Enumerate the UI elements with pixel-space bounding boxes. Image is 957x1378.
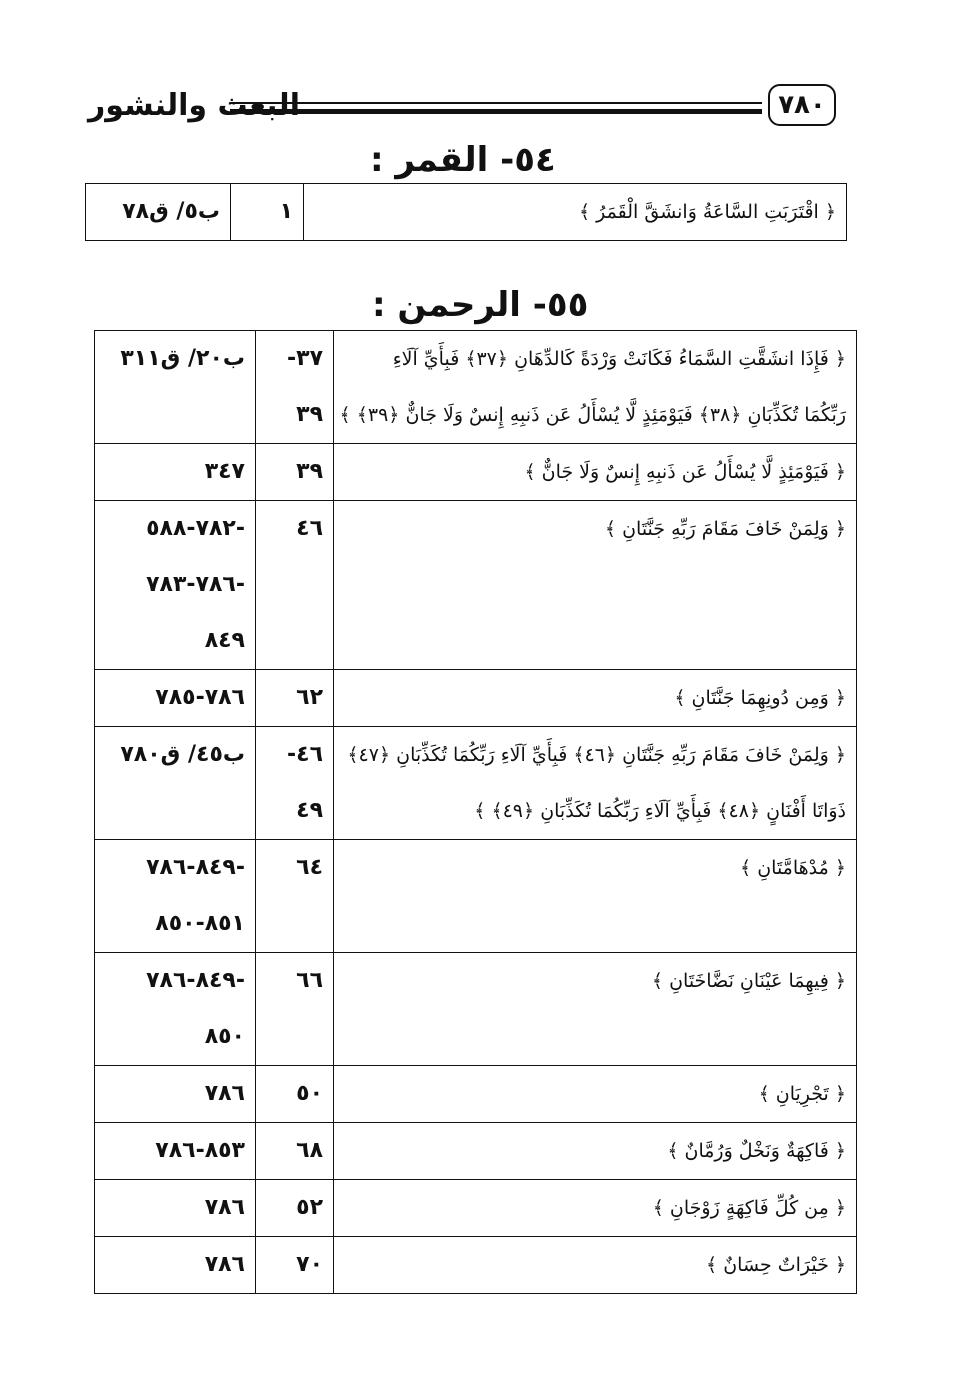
header-rule-thick <box>230 109 762 114</box>
reference-line: -٧٨٢-٥٨٨ <box>146 516 245 541</box>
reference-cell <box>95 840 256 953</box>
table-row <box>95 670 857 727</box>
header-rule <box>230 102 762 104</box>
ayah-number-line: ٤٦ <box>296 516 323 541</box>
ayah-number-line: ١ <box>279 199 293 224</box>
surah-heading-ar-rahman: ٥٥- الرحمن : <box>372 285 589 325</box>
reference-line: ٨٥٠ <box>204 1024 245 1049</box>
verse-line: ﴿ خَيْرَاتٌ حِسَانٌ ﴾ <box>706 1254 846 1276</box>
ayah-number-cell <box>256 331 334 444</box>
reference-cell <box>95 727 256 840</box>
ayah-number-cell <box>231 184 304 241</box>
reference-cell <box>95 444 256 501</box>
index-table-ar-rahman <box>94 330 857 1294</box>
verse-line: ﴿ مِن كُلِّ فَاكِهَةٍ زَوْجَانِ ﴾ <box>652 1197 846 1219</box>
ayah-number-cell <box>256 670 334 727</box>
page-header <box>88 82 836 132</box>
page-number: ٧٨٠ <box>768 84 836 126</box>
verse-cell <box>334 1066 857 1123</box>
ayah-number-line: ٤٩ <box>296 798 323 823</box>
table-row <box>95 1066 857 1123</box>
reference-line: ٣٤٧ <box>204 459 245 484</box>
reference-cell <box>95 1237 256 1294</box>
ayah-number-line: ٦٨ <box>296 1138 323 1163</box>
table-row <box>95 840 857 953</box>
reference-cell <box>95 501 256 670</box>
ayah-number-cell <box>256 1237 334 1294</box>
verse-cell <box>334 727 857 840</box>
verse-line: ﴿ فَاكِهَةٌ وَنَخْلٌ وَرُمَّانٌ ﴾ <box>667 1140 846 1162</box>
ayah-number-line: ٦٦ <box>296 968 323 993</box>
verse-line: ﴿ تَجْرِيَانِ ﴾ <box>758 1083 846 1105</box>
verse-line: ذَوَاتَا أَفْنَانٍ ﴿٤٨﴾ فَبِأَيِّ آلَاءِ رَبِّكُمَا تُكَذِّبَانِ ﴿٤٩﴾ ﴾ <box>474 800 846 822</box>
ayah-number-line: ٧٠ <box>296 1252 323 1277</box>
table-row <box>95 444 857 501</box>
ayah-number-line: ٣٧- <box>287 346 323 371</box>
ayah-number-cell <box>256 840 334 953</box>
verse-cell <box>334 1180 857 1237</box>
verse-cell <box>334 670 857 727</box>
reference-line: ٧٨٦ <box>204 1252 245 1277</box>
reference-line: ب٤٥/ ق٧٨٠ <box>120 742 245 767</box>
table-row <box>95 331 857 444</box>
reference-cell <box>95 331 256 444</box>
surah-heading-al-qamar: ٥٤- القمر : <box>370 140 556 180</box>
ayah-number-cell <box>256 1180 334 1237</box>
verse-cell <box>334 501 857 670</box>
ayah-number-cell <box>256 501 334 670</box>
ayah-number-line: ٥٠ <box>296 1081 323 1106</box>
table-row <box>86 184 847 241</box>
verse-line: ﴿ اقْتَرَبَتِ السَّاعَةُ وَانشَقَّ الْقَمَرُ ﴾ <box>578 201 836 223</box>
verse-line: ﴿ وَلِمَنْ خَافَ مَقَامَ رَبِّهِ جَنَّتَانِ ﴾ <box>604 518 846 540</box>
ayah-number-cell <box>256 727 334 840</box>
reference-cell <box>95 1123 256 1180</box>
ayah-number-cell <box>256 953 334 1066</box>
reference-cell <box>95 1066 256 1123</box>
ayah-number-line: ٣٩ <box>296 459 323 484</box>
table-row <box>95 1180 857 1237</box>
reference-line: -٨٤٩-٧٨٦ <box>146 968 245 993</box>
verse-line: ﴿ فَإِذَا انشَقَّتِ السَّمَاءُ فَكَانَتْ وَرْدَةً كَالدِّهَانِ ﴿٣٧﴾ فَبِأَيِّ آلَاءِ <box>392 348 846 370</box>
ayah-number-line: ٦٤ <box>296 855 323 880</box>
ayah-number-cell <box>256 1066 334 1123</box>
table-row <box>95 727 857 840</box>
reference-line: ٧٨٦ <box>204 1195 245 1220</box>
reference-line: -٧٨٦-٧٨٣ <box>146 572 245 597</box>
reference-line: ب٢٠/ ق٣١١ <box>120 346 245 371</box>
verse-cell <box>334 953 857 1066</box>
table-row <box>95 501 857 670</box>
header-title: البعث والنشور <box>88 88 300 123</box>
verse-line: رَبِّكُمَا تُكَذِّبَانِ ﴿٣٨﴾ فَيَوْمَئِذٍ لَّا يُسْأَلُ عَن ذَنبِهِ إِنسٌ وَلَا جَانٌّ ﴿٣٩﴾ ﴾ <box>339 404 846 426</box>
reference-cell <box>95 1180 256 1237</box>
verse-cell <box>334 331 857 444</box>
reference-line: ٧٨٦-٧٨٥ <box>155 685 245 710</box>
verse-line: ﴿ فَيَوْمَئِذٍ لَّا يُسْأَلُ عَن ذَنبِهِ إِنسٌ وَلَا جَانٌّ ﴾ <box>524 461 846 483</box>
table-row <box>95 1237 857 1294</box>
reference-line: ب٥/ ق٧٨ <box>122 199 220 224</box>
reference-line: ٨٥٣-٧٨٦ <box>155 1138 245 1163</box>
reference-cell <box>95 953 256 1066</box>
verse-cell <box>304 184 847 241</box>
verse-cell <box>334 1237 857 1294</box>
ayah-number-line: ٦٢ <box>296 685 323 710</box>
ayah-number-line: ٣٩ <box>296 402 323 427</box>
reference-line: ٨٤٩ <box>204 628 245 653</box>
table-row <box>95 953 857 1066</box>
reference-cell <box>95 670 256 727</box>
verse-line: ﴿ مُدْهَامَّتَانِ ﴾ <box>740 857 846 879</box>
ayah-number-cell <box>256 1123 334 1180</box>
reference-cell <box>86 184 231 241</box>
verse-cell <box>334 840 857 953</box>
index-table-al-qamar <box>85 183 847 241</box>
verse-line: ﴿ فِيهِمَا عَيْنَانِ نَضَّاخَتَانِ ﴾ <box>651 970 846 992</box>
verse-cell <box>334 444 857 501</box>
ayah-number-line: ٤٦- <box>287 742 323 767</box>
reference-line: -٨٤٩-٧٨٦ <box>146 855 245 880</box>
verse-cell <box>334 1123 857 1180</box>
reference-line: ٨٥١-٨٥٠ <box>155 911 245 936</box>
ayah-number-cell <box>256 444 334 501</box>
table-row <box>95 1123 857 1180</box>
verse-line: ﴿ وَلِمَنْ خَافَ مَقَامَ رَبِّهِ جَنَّتَانِ ﴿٤٦﴾ فَبِأَيِّ آلَاءِ رَبِّكُمَا تُكَذِّبَانِ ﴿٤٧﴾ <box>347 744 846 766</box>
ayah-number-line: ٥٢ <box>296 1195 323 1220</box>
reference-line: ٧٨٦ <box>204 1081 245 1106</box>
verse-line: ﴿ وَمِن دُونِهِمَا جَنَّتَانِ ﴾ <box>674 687 846 709</box>
